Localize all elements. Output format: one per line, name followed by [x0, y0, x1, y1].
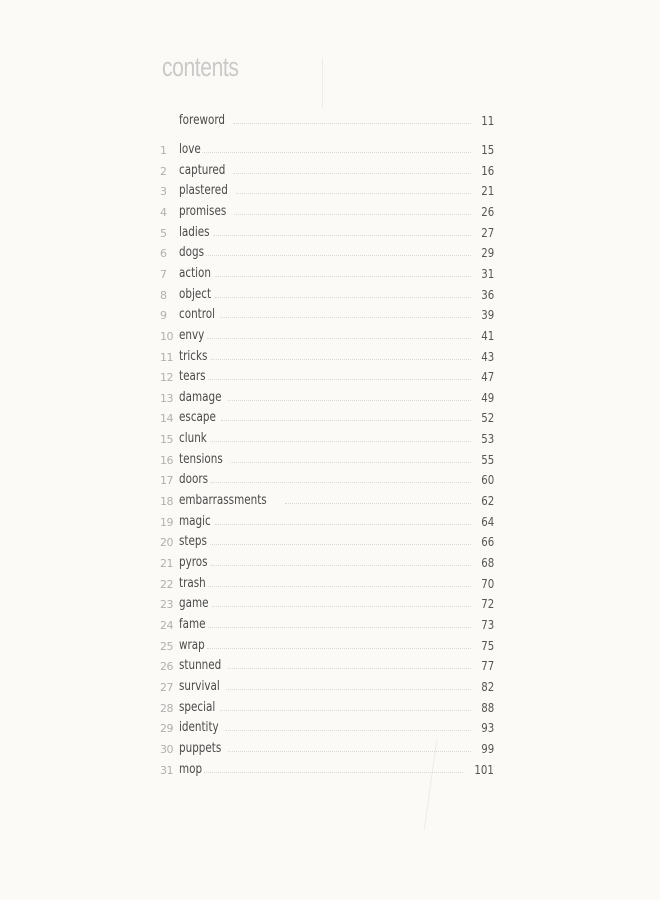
toc-entry-page: 72	[481, 597, 494, 612]
toc-leader-dots	[220, 709, 470, 711]
toc-leader-dots	[210, 543, 471, 545]
toc-leader-dots	[228, 399, 471, 401]
toc-entry[interactable]	[160, 323, 494, 343]
toc-entry-number: 16	[160, 453, 173, 467]
toc-entry-number: 28	[160, 701, 173, 715]
toc-entry-number: 17	[160, 474, 173, 488]
toc-entry[interactable]	[160, 467, 494, 487]
toc-entry-title: survival	[179, 678, 220, 694]
toc-entry-title: steps	[179, 534, 207, 550]
toc-entry-title: promises	[179, 203, 227, 219]
toc-entry-number: 29	[160, 722, 173, 736]
toc-entry-page: 64	[481, 514, 494, 529]
toc-leader-dots	[234, 213, 471, 215]
toc-entry-title: embarrassments	[179, 493, 267, 508]
toc-entry-number: 31	[160, 763, 173, 777]
toc-entry[interactable]	[160, 261, 494, 281]
toc-leader-dots	[230, 461, 471, 463]
toc-entry-number: 15	[160, 433, 173, 447]
toc-entry-number: 26	[160, 660, 173, 674]
toc-entry[interactable]	[160, 158, 494, 178]
toc-entry-number: 12	[160, 371, 173, 385]
toc-leader-dots	[220, 316, 471, 318]
toc-entry-page: 31	[481, 266, 494, 281]
toc-entry-number: 4	[160, 205, 167, 219]
toc-entry-title: mop	[179, 761, 203, 777]
toc-entry[interactable]	[160, 591, 494, 611]
toc-entry-number: 19	[160, 515, 173, 529]
toc-entry[interactable]	[160, 385, 494, 405]
toc-entry-number: 21	[160, 557, 173, 570]
toc-leader-dots	[226, 688, 471, 690]
toc-entry[interactable]	[160, 509, 494, 529]
toc-entry-page: 49	[481, 390, 494, 405]
toc-entry-title: ladies	[179, 224, 210, 240]
toc-entry[interactable]	[160, 137, 494, 157]
toc-entry-page: 39	[481, 308, 494, 323]
toc-entry-page: 77	[481, 659, 494, 674]
toc-entry-title: pyros	[179, 555, 208, 570]
toc-entry[interactable]	[160, 550, 494, 570]
toc-entry-page: 60	[481, 473, 494, 488]
toc-entry-page: 21	[481, 184, 494, 199]
toc-entry[interactable]	[160, 426, 494, 446]
toc-entry[interactable]	[160, 447, 494, 467]
toc-entry-title: clunk	[179, 431, 207, 447]
toc-entry[interactable]	[160, 488, 494, 508]
toc-entry[interactable]	[160, 240, 494, 260]
toc-leader-dots	[211, 358, 471, 360]
toc-leader-dots	[210, 440, 471, 442]
toc-entry-title: special	[179, 699, 216, 715]
toc-entry[interactable]	[160, 302, 494, 322]
toc-leader-dots	[211, 564, 471, 566]
page-crease	[322, 58, 323, 108]
toc-entry-title: game	[179, 596, 209, 612]
toc-entry-title: plastered	[179, 183, 228, 199]
toc-entry[interactable]	[160, 199, 494, 219]
toc-entry[interactable]	[160, 344, 494, 364]
toc-entry-foreword[interactable]	[160, 108, 494, 128]
toc-entry-number: 23	[160, 598, 173, 612]
toc-entry-page: 101	[474, 762, 494, 777]
toc-entry-title: identity	[179, 720, 219, 736]
toc-entry-title: foreword	[179, 113, 226, 128]
toc-entry-title: puppets	[179, 740, 222, 756]
toc-entry-title: action	[179, 265, 212, 281]
toc-leader-dots	[228, 667, 471, 669]
toc-entry-page: 27	[481, 225, 494, 240]
toc-leader-dots	[215, 523, 471, 525]
toc-entry-page: 47	[481, 370, 494, 385]
toc-entry-number: 9	[160, 309, 167, 323]
toc-entry-number: 13	[160, 391, 173, 405]
toc-leader-dots	[204, 771, 463, 773]
toc-entry-number: 22	[160, 577, 173, 591]
toc-entry-number: 25	[160, 639, 173, 653]
toc-entry-page: 15	[481, 143, 494, 157]
toc-entry-title: dogs	[179, 245, 204, 261]
toc-leader-dots	[285, 502, 471, 504]
toc-entry-page: 41	[481, 328, 494, 343]
toc-entry-number: 18	[160, 495, 173, 508]
toc-entry-page: 53	[481, 432, 494, 447]
toc-leader-dots	[206, 254, 470, 256]
toc-entry-page: 11	[481, 114, 494, 128]
toc-entry-title: love	[179, 142, 201, 157]
toc-entry-title: envy	[179, 327, 205, 343]
toc-leader-dots	[208, 585, 470, 587]
toc-entry-title: magic	[179, 513, 211, 529]
toc-entry-title: tricks	[179, 348, 208, 364]
toc-leader-dots	[215, 296, 471, 298]
toc-entry-number: 24	[160, 619, 173, 632]
toc-entry[interactable]	[160, 178, 494, 198]
toc-entry[interactable]	[160, 674, 494, 694]
toc-leader-dots	[212, 605, 471, 607]
toc-entry[interactable]	[160, 405, 494, 425]
toc-leader-dots	[208, 378, 471, 380]
toc-entry-number: 30	[160, 742, 173, 756]
contents-heading: contents	[162, 52, 239, 82]
toc-leader-dots	[207, 337, 471, 339]
toc-entry-title: wrap	[179, 637, 205, 653]
toc-entry[interactable]	[160, 757, 494, 777]
toc-entry-page: 52	[481, 411, 494, 426]
toc-entry-page: 26	[481, 204, 494, 219]
toc-entry-page: 68	[481, 556, 494, 570]
toc-entry[interactable]	[160, 282, 494, 302]
toc-entry-page: 16	[481, 163, 494, 178]
toc-entry-number: 11	[160, 350, 173, 364]
toc-entry-page: 99	[481, 741, 494, 756]
toc-leader-dots	[236, 192, 471, 194]
toc-entry-title: captured	[179, 162, 226, 178]
toc-entry-number: 6	[160, 247, 167, 261]
toc-leader-dots	[233, 172, 471, 174]
toc-entry-page: 29	[481, 246, 494, 261]
toc-entry-page: 55	[481, 452, 494, 467]
toc-leader-dots	[207, 647, 471, 649]
toc-entry-number: 5	[160, 226, 167, 240]
toc-entry[interactable]	[160, 220, 494, 240]
toc-entry-number: 2	[160, 164, 167, 178]
toc-leader-dots	[225, 729, 471, 731]
toc-entry-title: escape	[179, 410, 216, 426]
toc-entry-page: 70	[481, 576, 494, 591]
toc-entry[interactable]	[160, 653, 494, 673]
toc-entry-title: damage	[179, 389, 222, 405]
toc-entry[interactable]	[160, 364, 494, 384]
toc-leader-dots	[202, 151, 470, 153]
toc-entry[interactable]	[160, 633, 494, 653]
toc-entry-page: 88	[481, 700, 494, 715]
toc-leader-dots	[215, 275, 471, 277]
toc-leader-dots	[208, 626, 471, 628]
toc-entry-number: 27	[160, 680, 173, 694]
toc-leader-dots	[213, 234, 471, 236]
toc-entry-page: 36	[481, 287, 494, 302]
toc-leader-dots	[211, 481, 470, 483]
toc-entry-page: 43	[481, 349, 494, 364]
toc-entry[interactable]	[160, 736, 494, 756]
toc-entry-page: 75	[481, 638, 494, 653]
toc-entry-title: stunned	[179, 658, 222, 674]
toc-entry-number: 20	[160, 536, 173, 550]
toc-leader-dots	[228, 750, 471, 752]
toc-entry-title: fame	[179, 617, 206, 632]
toc-entry[interactable]	[160, 715, 494, 735]
toc-entry-page: 93	[481, 721, 494, 736]
toc-entry-number: 10	[160, 329, 173, 343]
toc-entry-number: 7	[160, 267, 167, 281]
toc-entry[interactable]	[160, 695, 494, 715]
toc-entry-page: 66	[481, 535, 494, 550]
toc-leader-dots	[221, 419, 471, 421]
toc-entry-number: 8	[160, 288, 167, 302]
toc-entry[interactable]	[160, 571, 494, 591]
toc-entry-number: 14	[160, 412, 173, 426]
toc-entry[interactable]	[160, 612, 494, 632]
toc-entry-title: object	[179, 286, 212, 302]
toc-entry-title: tears	[179, 369, 206, 385]
toc-entry-title: control	[179, 307, 216, 323]
toc-entry[interactable]	[160, 529, 494, 549]
toc-entry-title: doors	[179, 472, 209, 488]
toc-entry-title: tensions	[179, 451, 223, 467]
toc-entry-page: 62	[481, 494, 494, 508]
toc-entry-page: 82	[481, 679, 494, 694]
toc-entry-title: trash	[179, 575, 206, 591]
toc-entry-page: 73	[481, 618, 494, 632]
toc-leader-dots	[233, 122, 471, 124]
toc-entry-number: 1	[160, 144, 167, 157]
toc-entry-number: 3	[160, 185, 167, 199]
